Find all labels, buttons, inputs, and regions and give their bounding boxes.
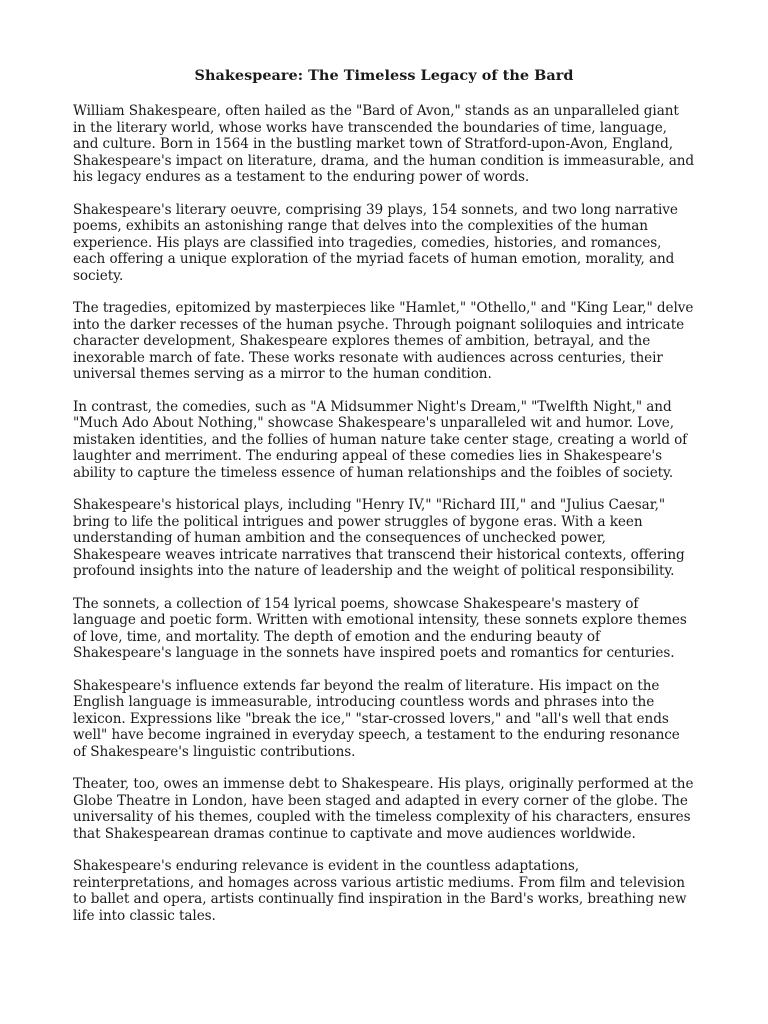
paragraph-theater: Theater, too, owes an immense debt to Shakespeare. His plays, originally performed at the Globe Theatre in London, have been staged and adapted in every corner of the globe. The universality of his themes, coupled with the timeless complexity of his characters, ensures that Shakespearean dramas continue to captivate and move audiences worldwide. bbox=[73, 776, 694, 842]
paragraph-tragedies: The tragedies, epitomized by masterpieces like "Hamlet," "Othello," and "King Lear," delve into the darker recesses of the human psyche. Through poignant soliloquies and intricate character development, Shakespeare explores themes of ambition, betrayal, and the inexorable march of fate. These works resonate with audiences across centuries, their universal themes serving as a mirror to the human condition. bbox=[73, 300, 694, 382]
document-title: Shakespeare: The Timeless Legacy of the Bard bbox=[194, 67, 574, 84]
paragraph-comedies: In contrast, the comedies, such as "A Midsummer Night's Dream," "Twelfth Night," and "Much Ado About Nothing," showcase Shakespeare's unparalleled wit and humor. Love, mistaken identities, and the follies of human nature take center stage, creating a world of laughter and merriment. The enduring appeal of these comedies lies in Shakespeare's ability to capture the timeless essence of human relationships and the foibles of society. bbox=[73, 398, 688, 481]
paragraph-sonnets: The sonnets, a collection of 154 lyrical poems, showcase Shakespeare's mastery of language and poetic form. Written with emotional intensity, these sonnets explore themes of love, time, and mortality. The depth of emotion and the enduring beauty of Shakespeare's language in the sonnets have inspired poets and romantics for centuries. bbox=[73, 595, 687, 661]
paragraph-oeuvre: Shakespeare's literary oeuvre, comprising 39 plays, 154 sonnets, and two long narrative poems, exhibits an astonishing range that delves into the complexities of the human experience. His plays are classified into tragedies, comedies, histories, and romances, each offering a unique exploration of the myriad facets of human emotion, morality, and society. bbox=[73, 201, 678, 284]
paragraph-introduction: William Shakespeare, often hailed as the "Bard of Avon," stands as an unparalleled giant in the literary world, whose works have transcended the boundaries of time, language, and culture. Born in 1564 in the bustling market town of Stratford-upon-Avon, England, Shakespeare's impact on literature, drama, and the human condition is immeasurable, and his legacy endures as a testament to the enduring power of words. bbox=[73, 103, 695, 185]
paragraph-histories: Shakespeare's historical plays, including "Henry IV," "Richard III," and "Julius Caesar," bring to life the political intrigues and power struggles of bygone eras. With a keen understanding of human ambition and the consequences of unchecked power, Shakespeare weaves intricate narratives that transcend their historical contexts, offering profound insights into the nature of leadership and the weight of political responsibility. bbox=[73, 497, 685, 579]
paragraph-relevance: Shakespeare's enduring relevance is evident in the countless adaptations, reinterpretations, and homages across various artistic mediums. From film and television to ballet and opera, artists continually find inspiration in the Bard's works, breathing new life into classic tales. bbox=[73, 858, 687, 924]
paragraph-language-influence: Shakespeare's influence extends far beyond the realm of literature. His impact on the English language is immeasurable, introducing countless words and phrases into the lexicon. Expressions like "break the ice," "star-crossed lovers," and "all's well that ends well" have become ingrained in everyday speech, a testament to the enduring resonance of Shakespeare's linguistic contributions. bbox=[73, 677, 680, 760]
